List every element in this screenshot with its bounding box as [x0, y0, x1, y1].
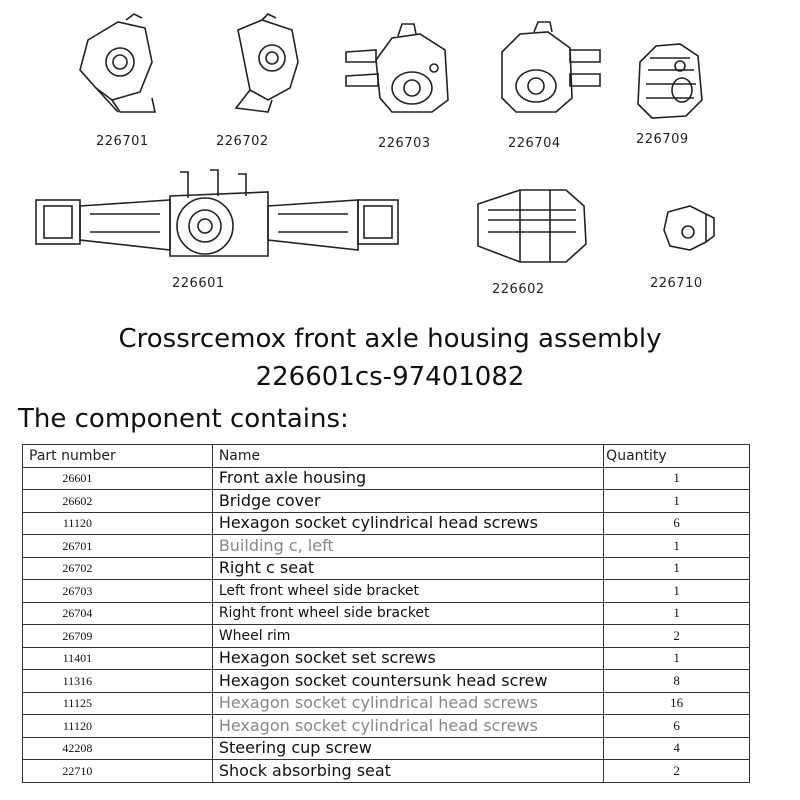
cell-quantity: 2 — [604, 625, 750, 648]
table-row — [23, 692, 750, 715]
cell-name: Building c, left — [212, 535, 603, 558]
cell-name: Left front wheel side bracket — [212, 580, 603, 603]
cell-quantity: 1 — [604, 647, 750, 670]
part-label-226702: 226702 — [216, 134, 269, 149]
table-row — [23, 760, 750, 783]
table-row — [23, 715, 750, 738]
cell-part-number: 26704 — [23, 602, 213, 625]
cell-part-number: 22710 — [23, 760, 213, 783]
table-row — [23, 737, 750, 760]
header-part-number: Part number — [23, 445, 213, 468]
part-label-226709: 226709 — [636, 132, 689, 147]
cell-quantity: 1 — [604, 467, 750, 490]
wheel-rim-drawing — [638, 44, 702, 118]
header-name: Name — [212, 445, 603, 468]
cell-name: Hexagon socket countersunk head screw — [212, 670, 603, 693]
cell-name: Hexagon socket cylindrical head screws — [212, 692, 603, 715]
assembly-code: 226601cs-97401082 — [255, 362, 525, 392]
assembly-title: Crossrcemox front axle housing assembly — [118, 324, 662, 354]
cell-name: Right front wheel side bracket — [212, 602, 603, 625]
table-row — [23, 647, 750, 670]
cell-name: Bridge cover — [212, 490, 603, 513]
contains-heading: The component contains: — [18, 404, 349, 434]
cell-part-number: 11125 — [23, 692, 213, 715]
cell-part-number: 42208 — [23, 737, 213, 760]
cell-name: Shock absorbing seat — [212, 760, 603, 783]
cell-quantity: 8 — [604, 670, 750, 693]
right-c-seat-drawing — [236, 14, 298, 112]
left-c-seat-drawing — [80, 14, 155, 112]
table-row — [23, 625, 750, 648]
cell-quantity: 1 — [604, 490, 750, 513]
cell-quantity: 1 — [604, 602, 750, 625]
components-table — [22, 444, 750, 783]
cell-part-number: 26602 — [23, 490, 213, 513]
table-row — [23, 602, 750, 625]
parts-drawing-canvas — [0, 0, 800, 310]
cell-quantity: 1 — [604, 535, 750, 558]
right-wheel-bracket-drawing — [502, 22, 600, 112]
part-label-226704: 226704 — [508, 136, 561, 151]
cell-name: Front axle housing — [212, 467, 603, 490]
cell-part-number: 11401 — [23, 647, 213, 670]
cell-part-number: 26701 — [23, 535, 213, 558]
table-row — [23, 670, 750, 693]
part-label-226602: 226602 — [492, 282, 545, 297]
table-row — [23, 490, 750, 513]
cell-part-number: 26702 — [23, 557, 213, 580]
part-label-226601: 226601 — [172, 276, 225, 291]
cell-quantity: 1 — [604, 580, 750, 603]
part-label-226703: 226703 — [378, 136, 431, 151]
table-row — [23, 535, 750, 558]
part-label-226701: 226701 — [96, 134, 149, 149]
cell-quantity: 6 — [604, 512, 750, 535]
cell-quantity: 4 — [604, 737, 750, 760]
header-quantity: Quantity — [604, 445, 750, 468]
table-row — [23, 580, 750, 603]
cell-name: Hexagon socket cylindrical head screws — [212, 715, 603, 738]
cell-part-number: 11316 — [23, 670, 213, 693]
cell-part-number: 11120 — [23, 512, 213, 535]
table-row — [23, 467, 750, 490]
part-label-226710: 226710 — [650, 276, 703, 291]
cell-name: Right c seat — [212, 557, 603, 580]
table-row — [23, 557, 750, 580]
cell-quantity: 1 — [604, 557, 750, 580]
shock-seat-drawing — [664, 206, 714, 250]
left-wheel-bracket-drawing — [346, 24, 448, 112]
parts-illustrations — [0, 0, 800, 310]
cell-quantity: 6 — [604, 715, 750, 738]
cell-name: Hexagon socket set screws — [212, 647, 603, 670]
front-axle-housing-drawing — [36, 170, 398, 256]
cell-part-number: 26709 — [23, 625, 213, 648]
table-header-row — [23, 445, 750, 468]
table-row — [23, 512, 750, 535]
cell-name: Wheel rim — [212, 625, 603, 648]
cell-quantity: 16 — [604, 692, 750, 715]
cell-name: Hexagon socket cylindrical head screws — [212, 512, 603, 535]
cell-part-number: 11120 — [23, 715, 213, 738]
cell-quantity: 2 — [604, 760, 750, 783]
bridge-cover-drawing — [478, 190, 586, 262]
cell-name: Steering cup screw — [212, 737, 603, 760]
cell-part-number: 26601 — [23, 467, 213, 490]
cell-part-number: 26703 — [23, 580, 213, 603]
